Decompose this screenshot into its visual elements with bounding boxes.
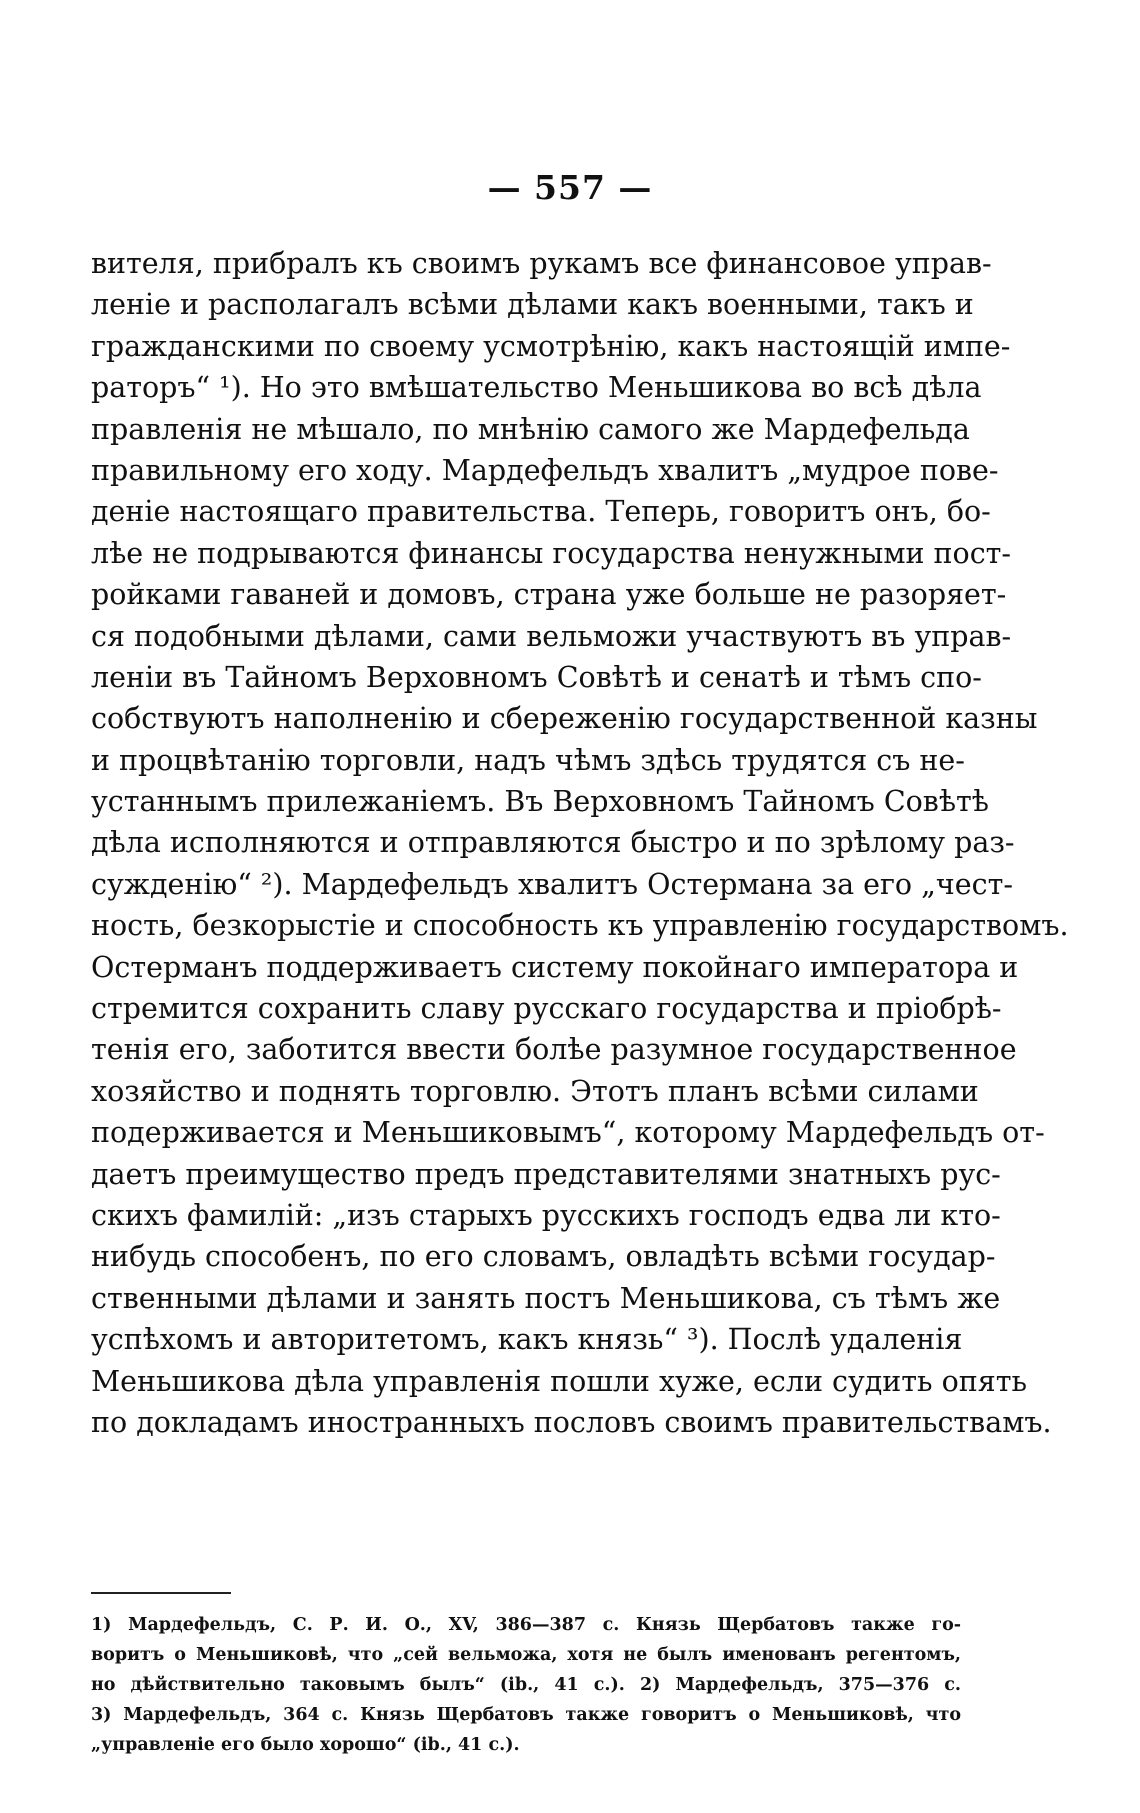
- text-line: правильному его ходу. Мардефельдъ хвалитъ „мудрое пове-: [91, 453, 999, 487]
- main-text: [91, 243, 1069, 1443]
- text-line: вителя, прибралъ къ своимъ рукамъ все финансовое управ-: [91, 247, 992, 280]
- footnote-line: 1) Мардефельдъ, С. Р. И. О., XV, 386—387 с. Князь Щербатовъ также го-: [91, 1615, 961, 1635]
- text-line: ность, безкорыстіе и способность къ управленію государствомъ.: [91, 909, 1069, 943]
- text-line: по докладамъ иностранныхъ пословъ своимъ правительствамъ.: [91, 1405, 1052, 1439]
- text-line: и процвѣтанію торговли, надъ чѣмъ здѣсь трудятся съ не-: [91, 743, 965, 777]
- text-line: тенія его, заботится ввести болѣе разумное государственное: [91, 1033, 1017, 1067]
- text-line: ственными дѣлами и занять постъ Меньшикова, съ тѣмъ же: [91, 1281, 1001, 1315]
- text-line: лѣе не подрываются финансы государства ненужными пост-: [91, 536, 1012, 570]
- text-line: Остерманъ поддерживаетъ систему покойнаго императора и: [91, 950, 1019, 984]
- footnote-line: воритъ о Меньшиковѣ, что „сей вельможа, хотя не былъ именованъ регентомъ,: [91, 1645, 961, 1665]
- footnotes: [91, 1610, 961, 1760]
- text-line: хозяйство и поднять торговлю. Этотъ планъ всѣми силами: [91, 1074, 979, 1108]
- text-line: успѣхомъ и авторитетомъ, какъ князь“ ³). Послѣ удаленія: [91, 1323, 963, 1357]
- text-line: раторъ“ ¹). Но это вмѣшательство Меньшикова во всѣ дѣла: [91, 371, 982, 405]
- text-line: деніе настоящаго правительства. Теперь, говоритъ онъ, бо-: [91, 495, 991, 529]
- text-line: собствуютъ наполненію и сбереженію государственной казны: [91, 702, 1038, 736]
- text-line: стремится сохранить славу русскаго государства и пріобрѣ-: [91, 992, 1002, 1026]
- text-line: леніи въ Тайномъ Верховномъ Совѣтѣ и сенатѣ и тѣмъ спо-: [91, 660, 982, 694]
- text-line: ся подобными дѣлами, сами вельможи участвуютъ въ управ-: [91, 619, 1012, 653]
- text-line: скихъ фамилій: „изъ старыхъ русскихъ господъ едва ли кто-: [91, 1198, 1001, 1232]
- text-line: ройками гаваней и домовъ, страна уже больше не разоряет-: [91, 578, 1007, 612]
- footnote-line: 3) Мардефельдъ, 364 с. Князь Щербатовъ также говоритъ о Меньшиковѣ, что: [91, 1705, 961, 1725]
- text-line: гражданскими по своему усмотрѣнію, какъ настоящій импе-: [91, 329, 1011, 363]
- text-line: сужденію“ ²). Мардефельдъ хвалитъ Остермана за его „чест-: [91, 867, 1013, 901]
- footnote-line: но дѣйствительно таковымъ былъ“ (ib., 41 с.). 2) Мардефельдъ, 375—376 с.: [91, 1675, 961, 1695]
- text-line: устаннымъ прилежаніемъ. Въ Верховномъ Тайномъ Совѣтѣ: [91, 785, 989, 819]
- page-number: — 557 —: [487, 168, 653, 207]
- text-line: леніе и располагалъ всѣми дѣлами какъ военными, такъ и: [91, 288, 974, 322]
- text-line: нибудь способенъ, по его словамъ, овладѣть всѣми государ-: [91, 1240, 996, 1274]
- text-line: Меньшикова дѣла управленія пошли хуже, если судить опять: [91, 1364, 1028, 1398]
- text-line: правленія не мѣшало, по мнѣнію самого же Мардефельда: [91, 412, 970, 446]
- text-line: подерживается и Меньшиковымъ“, которому Мардефельдъ от-: [91, 1116, 1045, 1150]
- text-line: дѣла исполняются и отправляются быстро и по зрѣлому раз-: [91, 826, 1015, 860]
- footnote-line: „управленіе его было хорошо“ (ib., 41 с.).: [91, 1735, 520, 1755]
- footnote-divider: [91, 1592, 231, 1594]
- text-line: даетъ преимущество предъ представителями знатныхъ рус-: [91, 1157, 1001, 1191]
